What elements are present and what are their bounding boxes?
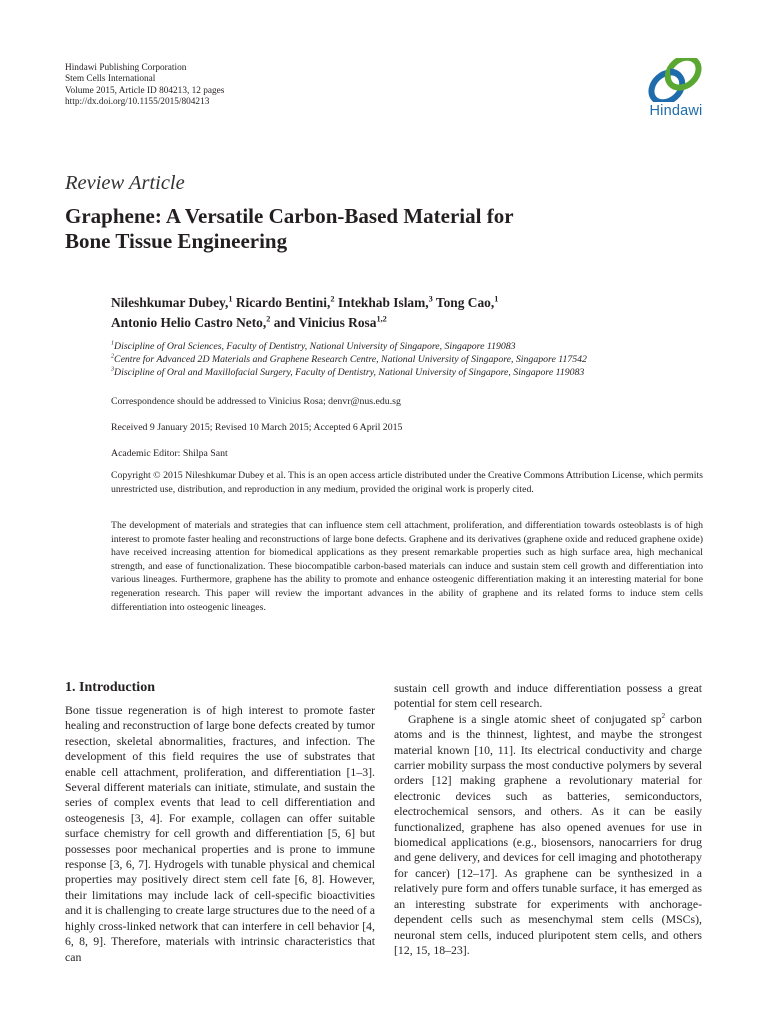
author-list [111,293,671,333]
author[interactable]: Antonio Helio Castro Neto, [111,315,267,330]
academic-editor: Academic Editor: Shilpa Sant [111,448,228,459]
affiliation [111,353,711,366]
affiliation-text: Discipline of Oral Sciences, Faculty of Dentistry, National University of Singapore, Singapore 119083 [114,341,516,352]
title-line-2: Bone Tissue Engineering [65,229,288,253]
author[interactable]: Intekhab Islam, [337,295,429,310]
body-paragraph: Bone tissue regeneration is of high interest to promote faster healing and reconstruction of large bone defects created by tumor resection, skeletal abnormalities, fractures, and infection. The development of this field requires the use of substrates that enable cell attachment, proliferation, and differentiation [1–3]. Several different materials can initiate, stimulate, and sustain the series of complex events that lead to cell differentiation and osteogenesis [3, 4]. For example, collagen can offer suitable surface chemistry for cell growth and differentiation [5, 6] but possesses poor mechanical properties and is prone to immune response [3, 6, 7]. Hydrogels with tunable physical and chemical properties may positively direct stem cell fate [6, 8]. However, their limitations may include lack of cell-specific bioactivities and it is challenging to create large structures due to the need of a highly cross-linked network that can interfere in cell behavior [4, 6, 8, 9]. Therefore, materials with intrinsic characteristics that can [65,703,375,964]
publication-info [65,63,365,109]
left-column [65,680,375,965]
section-heading: 1. Introduction [65,680,155,695]
publisher-logo [636,58,716,130]
doi-link[interactable]: http://dx.doi.org/10.1155/2015/804213 [65,97,210,108]
article-title [65,204,625,254]
affiliation-number: 2 [111,353,115,360]
body-paragraph: sustain cell growth and induce differentiation possess a great potential for stem cell research. [394,681,702,711]
body-paragraph [394,712,702,959]
affiliation-text: Discipline of Oral and Maxillofacial Surgery, Faculty of Dentistry, National University of Singapore, Singapore 119083 [114,367,585,378]
author[interactable]: Nileshkumar Dubey, [111,295,229,310]
journal-name: Stem Cells International [65,74,156,85]
logo-wordmark: Hindawi [649,103,703,119]
affiliation [111,366,711,379]
affiliations [111,340,711,379]
author[interactable]: Tong Cao, [435,295,495,310]
volume-line: Volume 2015, Article ID 804213, 12 pages [65,85,225,96]
right-column [394,681,702,958]
title-line-1: Graphene: A Versatile Carbon-Based Material for [65,204,514,228]
copyright-notice: Copyright © 2015 Nileshkumar Dubey et al. This is an open access article distributed under the Creative Commons Attribution License, which permits unrestricted use, distribution, and reproduction in any medium, provided the original work is properly cited. [111,470,703,495]
author[interactable]: Ricardo Bentini, [235,295,331,310]
superscript: 2 [661,710,666,720]
author-line-1 [111,293,671,313]
correspondence-note: Correspondence should be addressed to Vinicius Rosa; denvr@nus.edu.sg [111,396,401,407]
abstract: The development of materials and strategies that can influence stem cell attachment, proliferation, and differentiation towards osteoblasts is of high interest to promote faster healing and reconstructions of large bone defects. Graphene and its derivatives (graphene oxide and reduced graphene oxide) have received increasing attention for biomedical applications as they present remarkable properties such as high surface area, high mechanical strength, and ease of functionalization. These biocompatible carbon-based materials can induce and sustain stem cell growth and differentiation into various lineages. Furthermore, graphene has the ability to promote and enhance osteogenic differentiation making it an interesting material for bone regeneration research. This paper will review the important advances in the ability of graphene and its related forms to induce stem cells differentiation into osteogenic lineages. [111,520,703,613]
affiliation-number: 3 [111,366,115,373]
affiliation [111,340,711,353]
affiliation-marker: 2 [266,314,271,324]
paragraph-text: carbon atoms and is the thinnest, lightest, and maybe the strongest material known [10, 11]. Its electrical conductivity and charge carrier mobility surpass the most conductive polymers by several orders [12] making graphene a revolutionary material for electronic devices such as batteries, semiconductors, electrochemical sensors, and others. As it can be easily functionalized, graphene has also opened avenues for use in biomedical applications (e.g., biosensors, nanocarriers for drug and gene delivery, and devices for cell imaging and phototherapy for cancer) [12–17]. As graphene can be synthesized in a relatively pure form and offers tunable surface, it has emerged as an interesting substrate for experiments with anchorage-dependent cells such as mesenchymal stem cells (MSCs), neuronal stem cells, induced pluripotent stem cells, and others [12, 15, 18–23]. [394,711,703,957]
affiliation-text: Centre for Advanced 2D Materials and Graphene Research Centre, National University of Singapore, Singapore 117542 [114,354,587,365]
affiliation-number: 1 [111,340,115,347]
affiliation-marker: 3 [428,294,433,304]
affiliation-marker: 1 [228,294,233,304]
article-type: Review Article [65,172,185,194]
publisher-name: Hindawi Publishing Corporation [65,63,187,73]
affiliation-marker: 2 [330,294,335,304]
received-dates: Received 9 January 2015; Revised 10 March 2015; Accepted 6 April 2015 [111,422,403,433]
affiliation-marker: 1 [494,294,499,304]
affiliation-marker: 1,2 [376,314,387,324]
author-line-2 [111,313,671,333]
interlocking-rings-icon [642,58,708,102]
author[interactable]: and Vinicius Rosa [273,315,377,330]
paragraph-text: Graphene is a single atomic sheet of conjugated sp [408,711,662,726]
